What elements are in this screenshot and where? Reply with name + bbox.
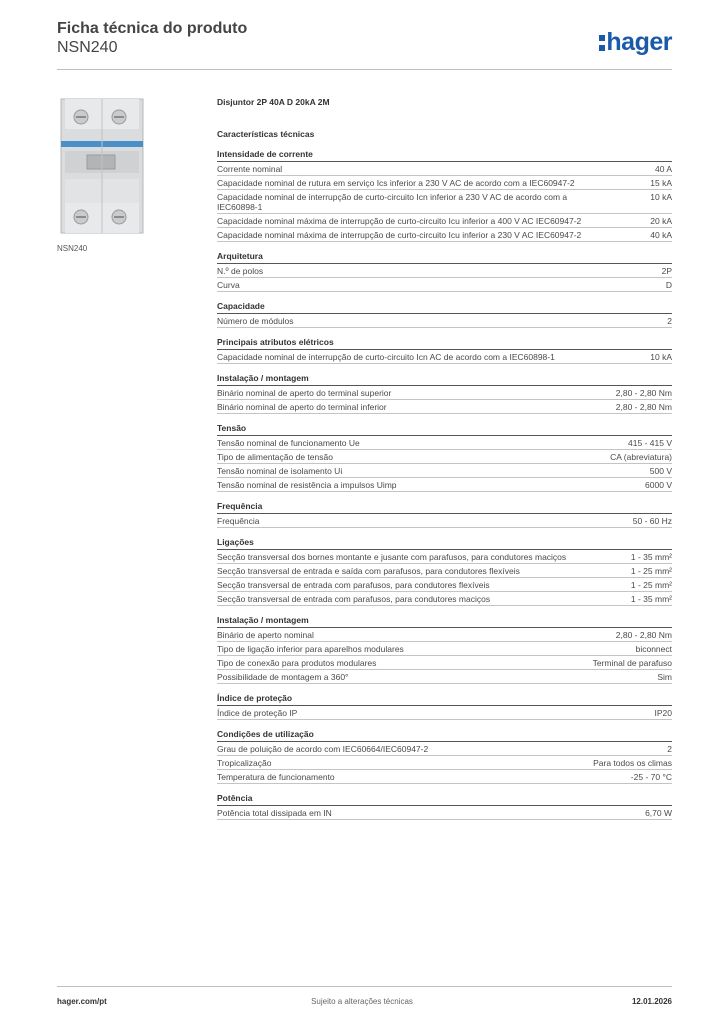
spec-row (217, 628, 672, 642)
spec-label: Binário nominal de aperto do terminal superior (217, 388, 392, 398)
footer-divider (57, 986, 672, 987)
spec-section (217, 301, 672, 328)
spec-row (217, 770, 672, 784)
spec-row (217, 656, 672, 670)
spec-value: IP20 (654, 708, 672, 718)
spec-value: 1 - 35 mm² (630, 552, 672, 562)
spec-label: Tipo de alimentação de tensão (217, 452, 333, 462)
spec-label: Grau de poluição de acordo com IEC60664/IEC60947-2 (217, 744, 429, 754)
spec-section (217, 693, 672, 720)
spec-row (217, 742, 672, 756)
spec-label: Índice de proteção IP (217, 708, 298, 718)
document-title: Ficha técnica do produto (57, 20, 248, 37)
spec-value: 2,80 - 2,80 Nm (615, 402, 672, 412)
spec-row (217, 264, 672, 278)
section-title: Ligações (217, 537, 672, 550)
spec-row (217, 350, 672, 364)
spec-value: 40 kA (650, 230, 672, 240)
section-title: Capacidade (217, 301, 672, 314)
spec-value: 2P (661, 266, 672, 276)
spec-row (217, 706, 672, 720)
spec-value: 40 A (654, 164, 672, 174)
spec-label: Curva (217, 280, 240, 290)
section-title: Índice de proteção (217, 693, 672, 706)
spec-value: -25 - 70 °C (630, 772, 672, 782)
spec-value: D (665, 280, 672, 290)
spec-content (217, 96, 672, 820)
spec-value: 6000 V (645, 480, 672, 490)
spec-label: Potência total dissipada em IN (217, 808, 332, 818)
section-title: Arquitetura (217, 251, 672, 264)
spec-row (217, 436, 672, 450)
section-title: Potência (217, 793, 672, 806)
spec-label: Número de módulos (217, 316, 294, 326)
spec-value: 2 (667, 744, 672, 754)
spec-value: 50 - 60 Hz (632, 516, 672, 526)
spec-section (217, 615, 672, 684)
hager-logo (599, 28, 672, 57)
spec-row (217, 228, 672, 242)
header-divider (57, 69, 672, 70)
spec-row (217, 592, 672, 606)
spec-sections (217, 149, 672, 820)
spec-label: Capacidade nominal máxima de interrupção de curto-circuito Icu inferior a 230 V AC IEC60947-2 (217, 230, 582, 240)
spec-label: Secção transversal dos bornes montante e jusante com parafusos, para condutores maciços (217, 552, 567, 562)
image-caption: NSN240 (57, 244, 88, 253)
spec-value: Para todos os climas (593, 758, 672, 768)
spec-section (217, 501, 672, 528)
spec-label: Binário de aperto nominal (217, 630, 314, 640)
spec-section (217, 423, 672, 492)
spec-row (217, 514, 672, 528)
logo-colon-icon (599, 35, 605, 51)
spec-value: 10 kA (650, 192, 672, 202)
spec-row (217, 564, 672, 578)
product-name: Disjuntor 2P 40A D 20kA 2M (217, 97, 330, 107)
spec-row (217, 550, 672, 564)
spec-label: Tensão nominal de funcionamento Ue (217, 438, 360, 448)
spec-label: Secção transversal de entrada com parafusos, para condutores flexíveis (217, 580, 490, 590)
spec-section (217, 149, 672, 242)
spec-label: Corrente nominal (217, 164, 283, 174)
spec-label: Tipo de ligação inferior para aparelhos modulares (217, 644, 404, 654)
spec-value: 15 kA (650, 178, 672, 188)
spec-label: Tensão nominal de isolamento Ui (217, 466, 343, 476)
spec-label: Capacidade nominal máxima de interrupção de curto-circuito Icu inferior a 400 V AC IEC60947-2 (217, 216, 582, 226)
spec-label: Capacidade nominal de interrupção de curto-circuito Icn AC de acordo com a IEC60898-1 (217, 352, 555, 362)
footer-notice: Sujeito a alterações técnicas (311, 997, 413, 1006)
spec-label: Capacidade nominal de interrupção de curto-circuito Icn inferior a 230 V AC de acordo com a IEC60898-1 (217, 192, 568, 212)
spec-row (217, 386, 672, 400)
spec-label: Temperatura de funcionamento (217, 772, 335, 782)
spec-value: 10 kA (650, 352, 672, 362)
spec-row (217, 400, 672, 414)
spec-value: Terminal de parafuso (592, 658, 672, 668)
product-code: NSN240 (57, 39, 118, 56)
spec-value: 2,80 - 2,80 Nm (615, 630, 672, 640)
spec-value: 1 - 25 mm² (630, 566, 672, 576)
spec-section (217, 373, 672, 414)
section-title: Tensão (217, 423, 672, 436)
product-image (57, 95, 201, 237)
spec-value: Sim (657, 672, 672, 682)
spec-value: 500 V (649, 466, 672, 476)
spec-label: Binário nominal de aperto do terminal inferior (217, 402, 387, 412)
spec-section (217, 793, 672, 820)
spec-row (217, 806, 672, 820)
section-title: Condições de utilização (217, 729, 672, 742)
footer-website[interactable]: hager.com/pt (57, 997, 107, 1006)
specs-heading: Características técnicas (217, 129, 315, 139)
spec-label: Tipo de conexão para produtos modulares (217, 658, 377, 668)
spec-row (217, 278, 672, 292)
spec-row (217, 190, 672, 214)
spec-row (217, 578, 672, 592)
spec-label: Tropicalização (217, 758, 272, 768)
spec-row (217, 176, 672, 190)
spec-value: 2,80 - 2,80 Nm (615, 388, 672, 398)
spec-row (217, 314, 672, 328)
spec-label: Tensão nominal de resistência a impulsos Uimp (217, 480, 397, 490)
spec-section (217, 251, 672, 292)
spec-value: CA (abreviatura) (610, 452, 672, 462)
spec-row (217, 450, 672, 464)
spec-section (217, 337, 672, 364)
section-title: Frequência (217, 501, 672, 514)
spec-label: Secção transversal de entrada e saída com parafusos, para condutores flexíveis (217, 566, 520, 576)
spec-row (217, 670, 672, 684)
spec-value: 20 kA (650, 216, 672, 226)
spec-section (217, 537, 672, 606)
spec-label: Secção transversal de entrada com parafusos, para condutores maciços (217, 594, 491, 604)
spec-row (217, 478, 672, 492)
spec-value: 1 - 35 mm² (630, 594, 672, 604)
section-title: Instalação / montagem (217, 373, 672, 386)
spec-value: 2 (667, 316, 672, 326)
spec-value: 6,70 W (645, 808, 672, 818)
footer-date: 12.01.2026 (631, 997, 672, 1006)
spec-section (217, 729, 672, 784)
spec-label: Capacidade nominal de rutura em serviço Ics inferior a 230 V AC de acordo com a IEC60947-2 (217, 178, 575, 188)
spec-value: 415 - 415 V (628, 438, 672, 448)
spec-label: Frequência (217, 516, 260, 526)
spec-label: Possibilidade de montagem a 360° (217, 672, 349, 682)
spec-value: 1 - 25 mm² (630, 580, 672, 590)
logo-text: hager (606, 28, 672, 56)
spec-row (217, 642, 672, 656)
spec-row (217, 162, 672, 176)
spec-row (217, 214, 672, 228)
spec-row (217, 756, 672, 770)
spec-label: N.º de polos (217, 266, 264, 276)
section-title: Instalação / montagem (217, 615, 672, 628)
spec-value: biconnect (635, 644, 672, 654)
spec-row (217, 464, 672, 478)
section-title: Intensidade de corrente (217, 149, 672, 162)
section-title: Principais atributos elétricos (217, 337, 672, 350)
